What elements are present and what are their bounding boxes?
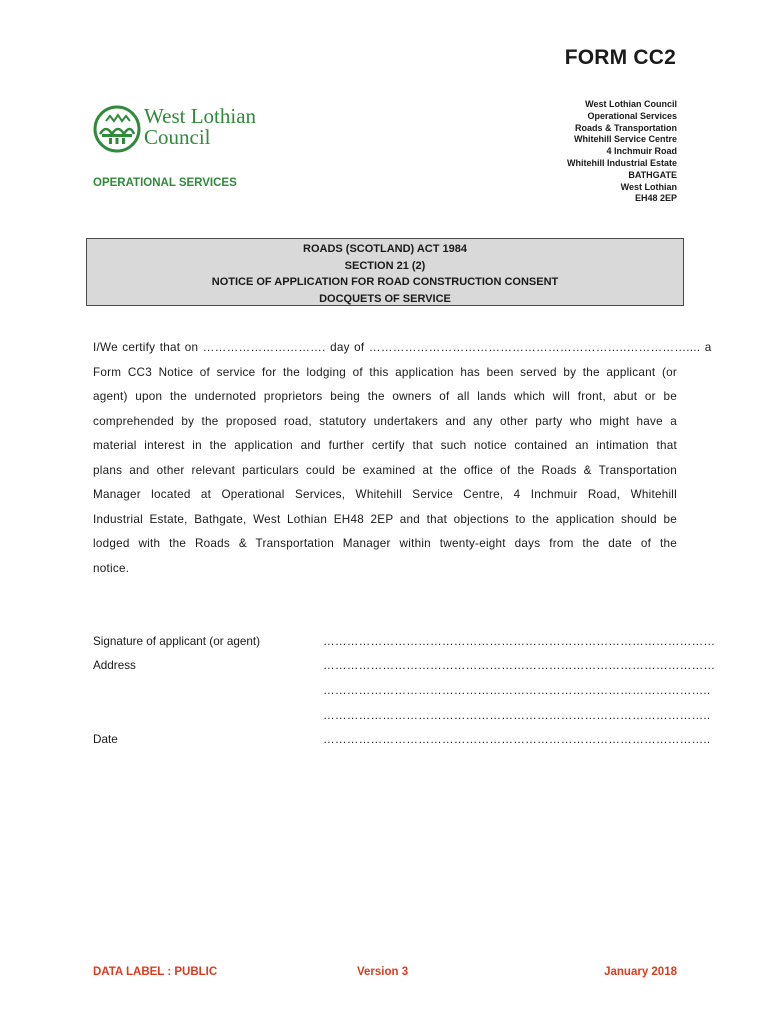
address-line: Roads & Transportation <box>574 122 677 133</box>
paragraph-line: lodged with the Roads & Transportation Manager within twenty-eight days from the date of the <box>93 537 677 550</box>
heading-line: SECTION 21 (2) <box>344 259 426 272</box>
paragraph-line: Industrial Estate, Bathgate, West Lothian EH48 2EP and that objections to the application should be <box>93 512 677 526</box>
signature-label: Signature of applicant (or agent) <box>93 635 260 648</box>
paragraph-line: Manager located at Operational Services, Whitehill Service Centre, 4 Inchmuir Road, Whitehill <box>93 488 677 501</box>
paragraph-line: plans and other relevant particulars could be examined at the office of the Roads & Transportation <box>93 463 677 477</box>
footer-date: January 2018 <box>604 966 677 978</box>
heading-line: NOTICE OF APPLICATION FOR ROAD CONSTRUCTION CONSENT <box>211 276 559 288</box>
paragraph-line: material interest in the application and further certify that such notice contained an intimation that <box>93 439 677 452</box>
address-line: Operational Services <box>587 110 677 121</box>
address-line: EH48 2EP <box>634 193 677 204</box>
address-field-line-3[interactable]: …………………………………………………………………………………….. <box>323 709 711 722</box>
paragraph-line: Form CC3 Notice of service for the lodging of this application has been served by the applicant (or <box>93 365 677 379</box>
address-line: BATHGATE <box>628 169 677 180</box>
heading-line: ROADS (SCOTLAND) ACT 1984 <box>303 243 467 255</box>
council-address-block <box>567 99 677 205</box>
address-line: Whitehill Service Centre <box>573 134 677 145</box>
paragraph-line: agent) upon the undernoted proprietors being the owners of all lands which will front, abut or be <box>93 390 677 403</box>
address-line: West Lothian Council <box>585 99 677 109</box>
signature-field[interactable]: ……………………………………………………………………………………… <box>323 635 716 648</box>
paragraph-line: notice. <box>93 561 130 575</box>
date-label: Date <box>93 733 118 746</box>
footer-version: Version 3 <box>357 966 409 978</box>
act-heading-box <box>86 238 684 306</box>
logo-line-1: West Lothian <box>144 104 257 128</box>
form-title: FORM CC2 <box>564 46 676 69</box>
certification-paragraph <box>93 336 712 581</box>
council-logo <box>92 104 282 154</box>
logo-wordmark <box>144 106 256 148</box>
address-line: 4 Inchmuir Road <box>606 146 677 157</box>
address-label: Address <box>93 659 136 672</box>
logo-line-2: Council <box>144 125 211 149</box>
paragraph-line: comprehended by the proposed road, statutory undertakers and any other party who might have a <box>93 414 677 428</box>
date-field[interactable]: …………………………………………………………………………………….. <box>323 733 711 746</box>
department-label: OPERATIONAL SERVICES <box>93 177 237 189</box>
address-line: Whitehill Industrial Estate <box>566 157 677 168</box>
address-field-line-1[interactable]: ……………………………………………………………………………………… <box>323 659 716 672</box>
address-field-line-2[interactable]: …………………………………………………………………………………….. <box>323 684 711 697</box>
council-crest-icon <box>92 104 142 154</box>
address-line: West Lothian <box>620 181 677 192</box>
paragraph-line: I/We certify that on …………………………. day of ………………………………………………………..…………….... a <box>93 341 712 354</box>
heading-line: DOCQUETS OF SERVICE <box>319 292 451 305</box>
footer-data-label: DATA LABEL : PUBLIC <box>93 966 218 978</box>
